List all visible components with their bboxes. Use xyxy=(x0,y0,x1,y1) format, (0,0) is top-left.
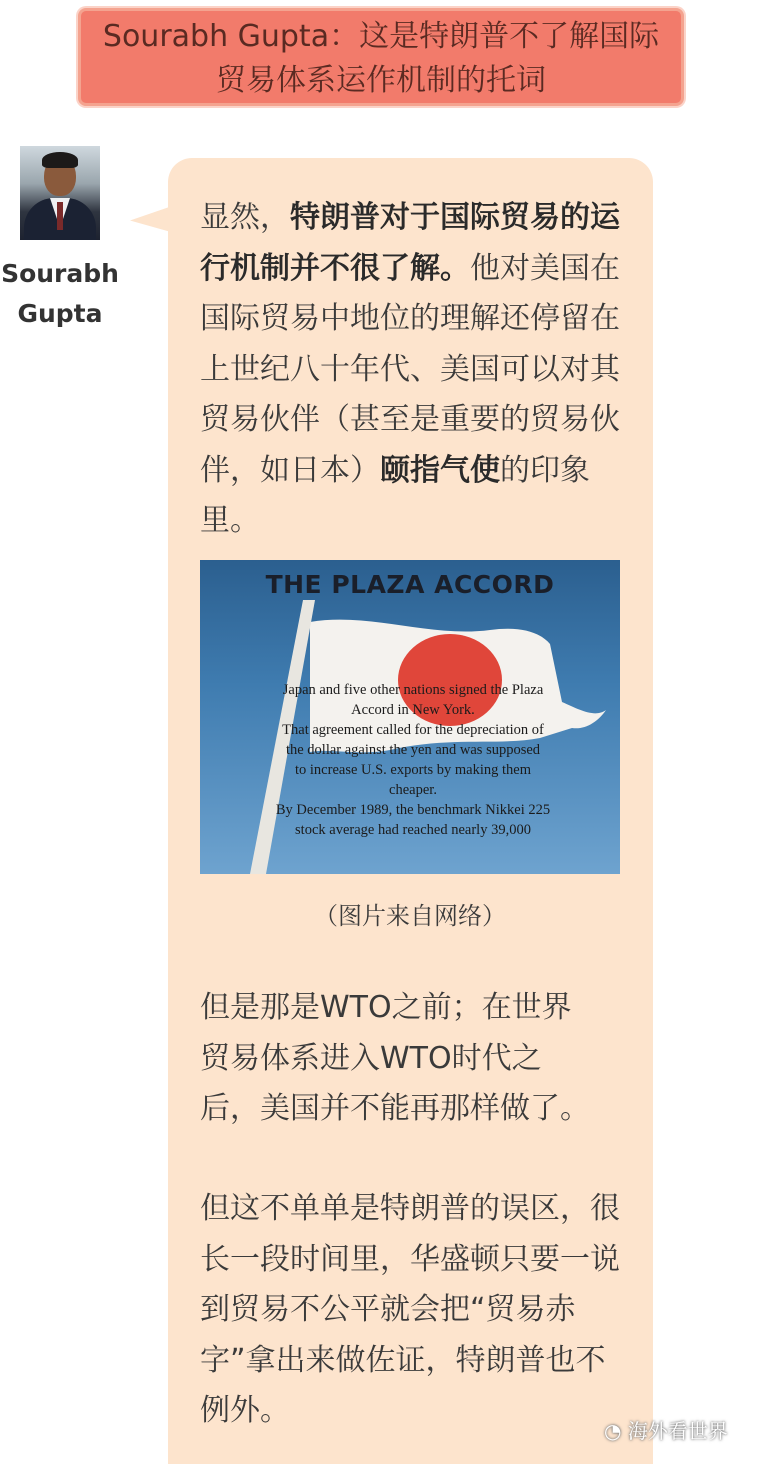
header-line-1: Sourabh Gupta：这是特朗普不了解国际 xyxy=(102,19,660,54)
plaza-title: THE PLAZA ACCORD xyxy=(265,570,555,599)
speaker-last-name: Gupta xyxy=(17,299,103,328)
plaza-line: stock average had reached nearly 39,000 xyxy=(295,822,531,838)
plaza-line: By December 1989, the benchmark Nikkei 225 xyxy=(275,802,551,818)
plaza-line: Accord in New York. xyxy=(351,702,475,718)
image-caption: （图片来自网络） xyxy=(314,902,506,930)
plaza-body-text xyxy=(238,680,588,840)
plaza-accord-image xyxy=(200,560,620,874)
watermark-text: 海外看世界 xyxy=(627,1419,728,1443)
speaker-name xyxy=(0,254,120,334)
p1-text-c: 的印象里。 xyxy=(200,452,590,538)
wechat-icon: ◔ xyxy=(604,1419,622,1443)
article-header xyxy=(78,8,684,106)
speaker-first-name: Sourabh xyxy=(1,259,119,288)
p1-text-a: 显然， xyxy=(200,200,290,235)
paragraph-3: 但这不单单是特朗普的误区，很长一段时间里，华盛顿只要一说到贸易不公平就会把“贸易赤字”拿出来做佐证，特朗普也不例外。 xyxy=(200,1191,620,1428)
p1-text-b: 他对美国在国际贸易中地位的理解还停留在上世纪八十年代、美国可以对其贸易伙伴（甚至是重要的贸易伙伴，如日本） xyxy=(200,250,620,488)
avatar xyxy=(20,146,100,240)
plaza-line: Japan and five other nations signed the Plaza xyxy=(282,682,544,698)
plaza-line: That agreement called for the depreciation of xyxy=(282,722,544,738)
p1-bold-a: 特朗普对于国际贸易的运行机制并不很了解。 xyxy=(200,200,620,286)
p1-bold-b: 颐指气使 xyxy=(380,452,500,488)
plaza-line: to increase U.S. exports by making them xyxy=(295,762,531,778)
watermark xyxy=(604,1412,754,1450)
paragraph-2: 但是那是WTO之前；在世界贸易体系进入WTO时代之后，美国并不能再那样做了。 xyxy=(200,990,590,1126)
paragraph-1 xyxy=(200,193,620,547)
plaza-line: cheaper. xyxy=(389,782,437,798)
header-line-2: 贸易体系运作机制的托词 xyxy=(216,63,546,98)
plaza-line: the dollar against the yen and was supposed xyxy=(285,742,541,758)
